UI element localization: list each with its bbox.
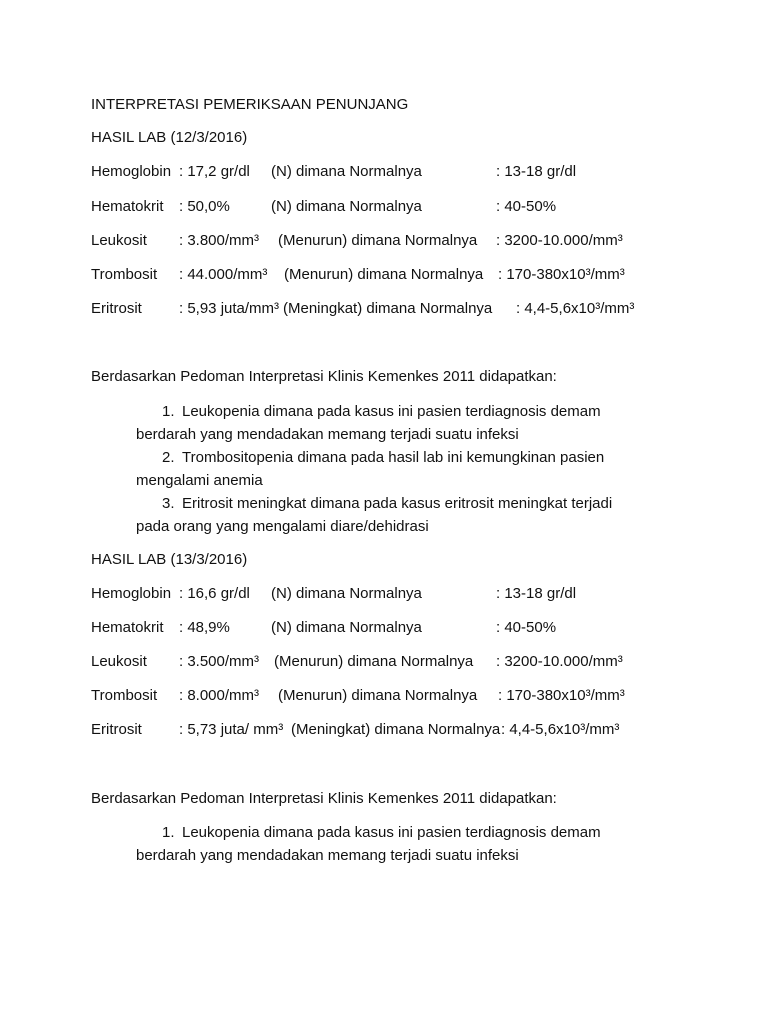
lab-value: : 3.500/mm³ (179, 653, 260, 670)
lab-name: Hematokrit (91, 198, 164, 215)
lab-normal: : 170-380x10³/mm³ (498, 687, 625, 704)
lab-normal: : 170-380x10³/mm³ (498, 266, 625, 283)
list-text-cont: pada orang yang mengalami diare/dehidrasi (136, 518, 429, 535)
lab-value: : 8.000/mm³ (179, 687, 260, 704)
section1-heading: HASIL LAB (12/3/2016) (91, 129, 248, 146)
lab-normal: : 4,4-5,6x10³/mm³ (501, 721, 620, 738)
lab-name: Leukosit (91, 653, 147, 670)
lab-name: Hemoglobin (91, 163, 172, 180)
list-number: 2. (162, 449, 175, 466)
lab-normal: : 13-18 gr/dl (496, 163, 577, 180)
lab-normal: : 3200-10.000/mm³ (496, 653, 623, 670)
lab-note: (Menurun) dimana Normalnya (284, 266, 484, 283)
lab-normal: : 3200-10.000/mm³ (496, 232, 623, 249)
lab-name: Leukosit (91, 232, 147, 249)
lab-value: : 5,73 juta/ mm³ (179, 721, 284, 738)
lab-row (91, 231, 711, 251)
lab-name: Trombosit (91, 687, 158, 704)
list-text: Leukopenia dimana pada kasus ini pasien terdiagnosis demam (182, 824, 601, 841)
list-text: Leukopenia dimana pada kasus ini pasien terdiagnosis demam (182, 403, 601, 420)
lab-normal: : 40-50% (496, 619, 557, 636)
lab-normal: : 13-18 gr/dl (496, 585, 577, 602)
lab-row (91, 618, 711, 638)
document-title: INTERPRETASI PEMERIKSAAN PENUNJANG (91, 96, 409, 113)
lab-value: : 17,2 gr/dl (179, 163, 250, 180)
lab-name: Hematokrit (91, 619, 164, 636)
lab-row (91, 265, 711, 285)
lab-name: Eritrosit (91, 300, 142, 317)
lab-row (91, 162, 711, 182)
lab-row (91, 299, 711, 319)
lab-row (91, 584, 711, 604)
lab-normal: : 40-50% (496, 198, 557, 215)
lab-note: (Meningkat) dimana Normalnya (283, 300, 493, 317)
lab-note: (N) dimana Normalnya (271, 198, 422, 215)
conclusion-intro: Berdasarkan Pedoman Interpretasi Klinis Kemenkes 2011 didapatkan: (91, 790, 557, 807)
lab-note: (Menurun) dimana Normalnya (278, 232, 478, 249)
conclusion-intro: Berdasarkan Pedoman Interpretasi Klinis Kemenkes 2011 didapatkan: (91, 368, 557, 385)
lab-row (91, 197, 711, 217)
lab-row (91, 652, 711, 672)
lab-value: : 5,93 juta/mm³ (179, 300, 280, 317)
list-number: 1. (162, 403, 175, 420)
lab-value: : 50,0% (179, 198, 230, 215)
lab-note: (N) dimana Normalnya (271, 163, 422, 180)
list-number: 3. (162, 495, 175, 512)
lab-note: (Menurun) dimana Normalnya (274, 653, 474, 670)
lab-value: : 48,9% (179, 619, 230, 636)
lab-row (91, 686, 711, 706)
lab-note: (Meningkat) dimana Normalnya (291, 721, 501, 738)
list-text-cont: mengalami anemia (136, 472, 263, 489)
list-number: 1. (162, 824, 175, 841)
lab-note: (N) dimana Normalnya (271, 585, 422, 602)
lab-note: (N) dimana Normalnya (271, 619, 422, 636)
section2-heading: HASIL LAB (13/3/2016) (91, 551, 248, 568)
lab-normal: : 4,4-5,6x10³/mm³ (516, 300, 635, 317)
list-text-cont: berdarah yang mendadakan memang terjadi suatu infeksi (136, 847, 519, 864)
list-text-cont: berdarah yang mendadakan memang terjadi suatu infeksi (136, 426, 519, 443)
lab-value: : 44.000/mm³ (179, 266, 268, 283)
list-text: Trombositopenia dimana pada hasil lab ini kemungkinan pasien (182, 449, 605, 466)
lab-name: Hemoglobin (91, 585, 172, 602)
lab-row (91, 720, 711, 740)
lab-value: : 16,6 gr/dl (179, 585, 250, 602)
lab-name: Eritrosit (91, 721, 142, 738)
lab-name: Trombosit (91, 266, 158, 283)
lab-value: : 3.800/mm³ (179, 232, 260, 249)
lab-note: (Menurun) dimana Normalnya (278, 687, 478, 704)
list-text: Eritrosit meningkat dimana pada kasus eritrosit meningkat terjadi (182, 495, 613, 512)
